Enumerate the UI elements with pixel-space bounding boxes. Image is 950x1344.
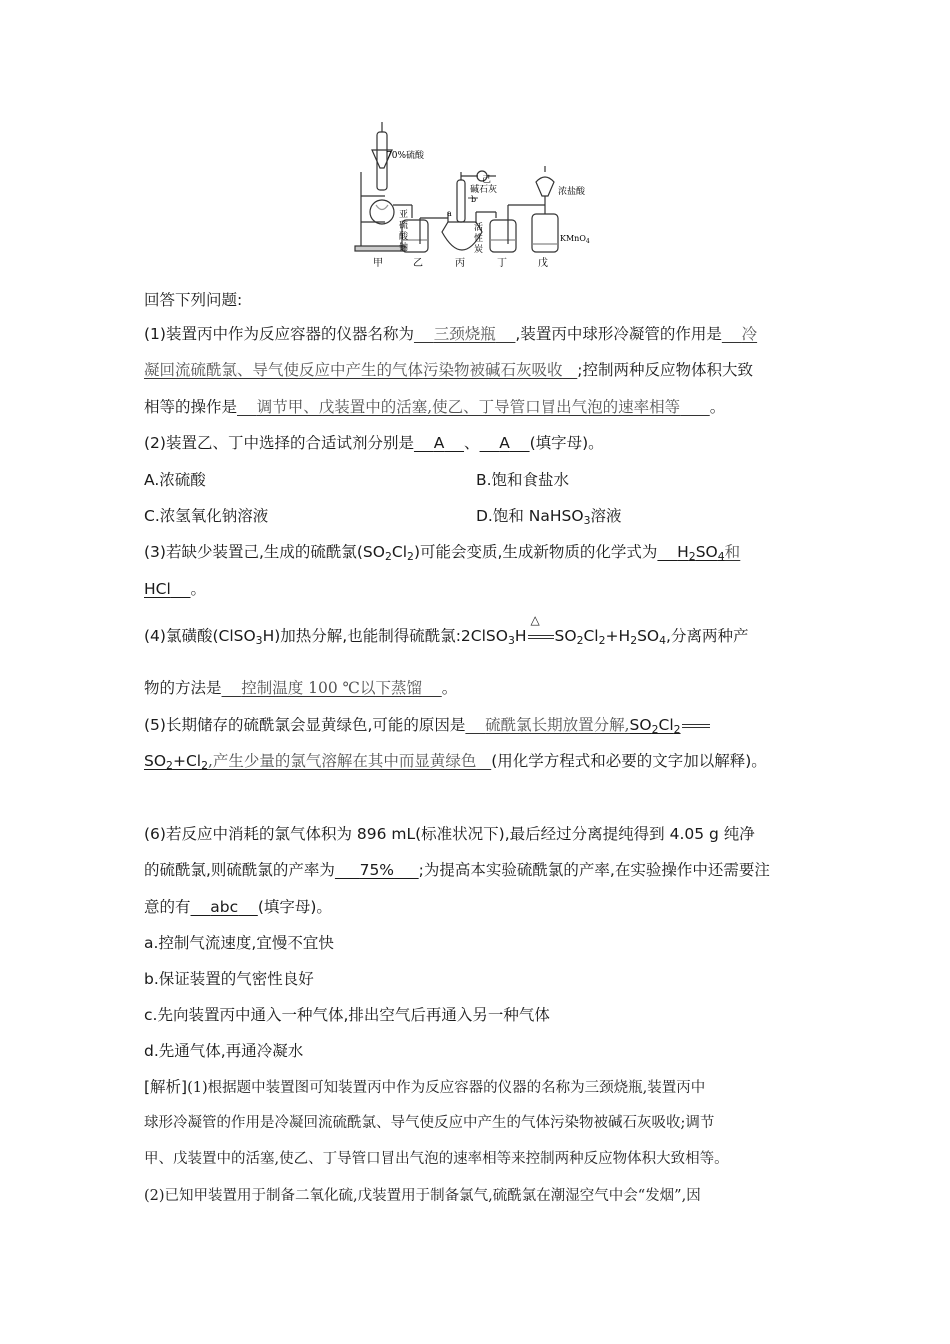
flask-jia xyxy=(370,200,394,224)
fig-label-na2so3-1: 亚 xyxy=(399,210,409,220)
q1-answer-2b: 凝回流硫酰氯、导气使反应中产生的气体污染物被碱石灰吸收 xyxy=(144,361,563,379)
fig-label-na2so3-2: 硫 xyxy=(399,221,409,231)
q2-sep: 、 xyxy=(464,434,480,452)
q4-line1: (4)氯磺酸(ClSO$_3$H)加热分解,也能制得硫酰氯:2ClSO$_3$H △ $SO_2Cl_2+H_2SO_4$,分离两种产 xyxy=(144,613,749,647)
q1-stem-c: ;控制两种反应物体积大致 xyxy=(577,361,754,379)
q5-line2: $SO_2+Cl_2$,产生少量的氯气溶解在其中而显黄绿色 (用化学方程式和必要的文字加以解释)。 xyxy=(144,752,767,772)
condenser-bing xyxy=(457,180,465,222)
q1-answer-3: 调节甲、戊装置中的活塞,使乙、丁导管口冒出气泡的速率相等 xyxy=(256,398,681,416)
intro-text: 回答下列问题: xyxy=(144,291,243,309)
q6-line3: 意的有 abc (填字母)。 xyxy=(144,898,332,916)
q3-answer-b: HCl xyxy=(144,580,171,598)
fig-label-a: a xyxy=(447,209,452,218)
fig-label-kmno4: KMnO$_4$ xyxy=(560,234,590,245)
fig-label-carbon-2: 性 xyxy=(474,234,484,244)
q6-line2: 的硫酰氯,则硫酰氯的产率为 75% ;为提高本实验硫酰氯的产率,在实验操作中还需要注 xyxy=(144,861,770,879)
heating-condition: △ xyxy=(527,625,555,647)
q1-stem-d: 相等的操作是 xyxy=(144,398,238,416)
q6-line1: (6)若反应中消耗的氯气体积为 896 mL(标准状况下),最后经过分离提纯得到 4.05 g 纯净 xyxy=(144,825,755,843)
q2-stem-a: (2)装置乙、丁中选择的合适试剂分别是 xyxy=(144,434,414,452)
q6-option-b: b.保证装置的气密性良好 xyxy=(144,970,314,988)
q3-line1: (3)若缺少装置己,生成的硫酰氯$(SO_2Cl_2)$可能会变质,生成新物质的化学式为 $H_2SO_4$和 xyxy=(144,543,741,563)
fig-label-h2so4: 70%硫酸 xyxy=(386,151,425,161)
analysis-line3: 甲、戊装置中的活塞,使乙、丁导管口冒出气泡的速率相等来控制两种反应物体积大致相等。 xyxy=(144,1151,729,1167)
q1-period: 。 xyxy=(709,398,726,416)
q1-stem-a: (1)装置丙中作为反应容器的仪器名称为 xyxy=(144,325,414,343)
q3-line2: HCl 。 xyxy=(144,580,207,598)
q3-answer-a: $H_2SO_4$和 xyxy=(677,543,741,563)
q6-option-c: c.先向装置丙中通入一种气体,排出空气后再通入另一种气体 xyxy=(144,1006,550,1024)
apparatus-figure xyxy=(0,0,950,280)
q2-stem xyxy=(144,432,604,454)
analysis-line4: (2)已知甲装置用于制备二氧化硫,戊装置用于制备氯气,硫酰氯在潮湿空气中会“发烟”,因 xyxy=(144,1188,701,1204)
q4-line2: 物的方法是 控制温度 100 ℃以下蒸馏 。 xyxy=(144,679,458,697)
fig-label-na2so3-3: 酸 xyxy=(399,232,409,242)
q2-option-d: D.饱和 NaHSO$_3$溶液 xyxy=(476,507,622,527)
q5-answer-1-formula: $SO_2Cl_2$ xyxy=(629,716,681,736)
bottle-ding xyxy=(490,220,516,252)
q1-line3 xyxy=(144,396,725,418)
q1-line2 xyxy=(144,359,753,381)
q2-option-b: B.饱和食盐水 xyxy=(476,471,570,489)
q1-answer-1: 三颈烧瓶 xyxy=(433,325,496,343)
q5-line1: (5)长期储存的硫酰氯会显黄绿色,可能的原因是 硫酰氯长期放置分解$,SO_2Cl_2$ xyxy=(144,714,711,736)
fig-name-jia: 甲 xyxy=(373,258,383,269)
q1-line1 xyxy=(144,323,757,345)
q5-answer-2: ,产生少量的氯气溶解在其中而显黄绿色 xyxy=(207,752,477,770)
bottle-wu xyxy=(532,214,558,252)
q4-answer: 控制温度 100 ℃以下蒸馏 xyxy=(241,679,423,697)
q5-answer-2-formula: $SO_2+Cl_2$ xyxy=(144,752,208,772)
fig-label-carbon-1: 活 xyxy=(474,223,484,233)
fig-label-ji: 己 xyxy=(482,175,492,185)
q6-answer-2: abc xyxy=(210,898,239,916)
q6-answer-1: 75% xyxy=(359,861,395,879)
q2-answer-2: A xyxy=(499,434,510,452)
fig-name-bing: 丙 xyxy=(455,258,465,269)
q6-option-d: d.先通气体,再通冷凝水 xyxy=(144,1042,304,1060)
fig-label-carbon-3: 炭 xyxy=(474,245,484,255)
q6-option-a: a.控制气流速度,宜慢不宜快 xyxy=(144,934,334,952)
fig-label-soda-lime: 碱石灰 xyxy=(470,185,498,195)
analysis-line1: [解析](1)根据题中装置图可知装置丙中作为反应容器的仪器的名称为三颈烧瓶,装置丙中 xyxy=(144,1078,706,1096)
fig-label-b: b xyxy=(471,195,477,204)
fig-label-na2so3-4: 钠 xyxy=(399,243,409,253)
funnel-wu xyxy=(536,177,554,196)
q2-stem-b: (填字母)。 xyxy=(529,434,604,452)
fig-name-wu: 戊 xyxy=(538,258,548,269)
fig-name-ding: 丁 xyxy=(497,258,507,269)
q2-answer-1: A xyxy=(433,434,445,452)
analysis-line2: 球形冷凝管的作用是冷凝回流硫酰氯、导气使反应中产生的气体污染物被碱石灰吸收;调节 xyxy=(144,1115,715,1131)
analysis-tag: [解析] xyxy=(144,1078,188,1096)
q5-answer-1: 硫酰氯长期放置分解, xyxy=(485,716,630,734)
stand-base-jia xyxy=(355,246,405,251)
q2-option-c: C.浓氢氧化钠溶液 xyxy=(144,507,269,525)
q1-stem-b: ,装置丙中球形冷凝管的作用是 xyxy=(515,325,722,343)
q2-option-a: A.浓硫酸 xyxy=(144,471,206,489)
fig-name-yi: 乙 xyxy=(413,258,423,269)
q1-answer-2a: 冷 xyxy=(741,325,758,343)
fig-label-conc-hcl: 浓盐酸 xyxy=(558,187,586,197)
condenser-jia xyxy=(377,132,387,190)
